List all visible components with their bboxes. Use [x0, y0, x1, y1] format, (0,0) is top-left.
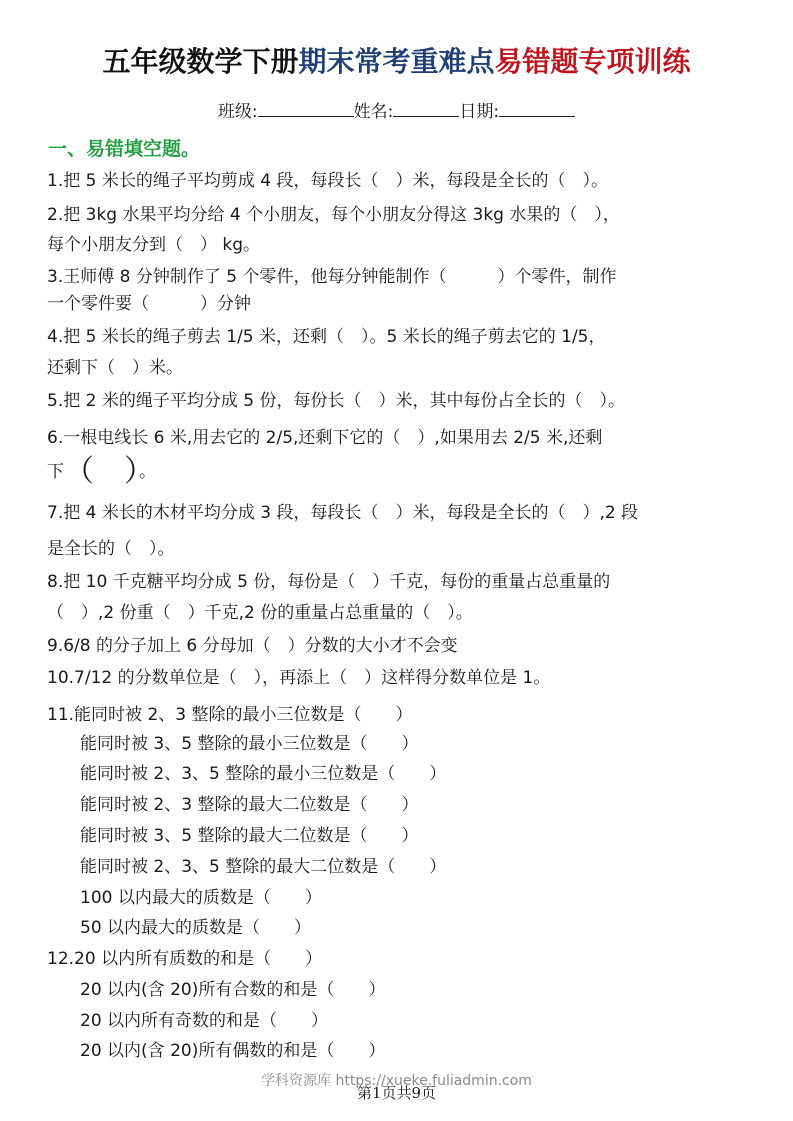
- question-12: 12.20 以内所有质数的和是（ ）: [47, 949, 323, 969]
- name-label: 姓名:: [353, 102, 394, 122]
- question-11: 11.能同时被 2、3 整除的最小三位数是（ ）: [47, 705, 413, 725]
- question-6-line-2-start: 下: [47, 462, 64, 482]
- question-2-line-1: 2.把 3kg 水果平均分给 4 个小朋友，每个小朋友分得这 3kg 水果的（ ），: [47, 205, 620, 225]
- question-6-line-2: [47, 454, 156, 489]
- question-4-line-2: 还剩下（ ）米。: [47, 358, 183, 378]
- question-1: 1.把 5 米长的绳子平均剪成 4 段，每段长（ ）米，每段是全长的（ ）。: [47, 171, 608, 191]
- question-4-line-1: 4.把 5 米长的绳子剪去 1/5 米，还剩（ ）。5 米长的绳子剪去它的 1/5，: [47, 327, 606, 347]
- question-10: 10.7/12 的分数单位是（ ），再添上（ ）这样得分数单位是 1。: [47, 668, 551, 688]
- watermark-text: 学科资源库 https://xueke.fuliadmin.com: [261, 1073, 532, 1089]
- question-7-line-2: 是全长的（ ）。: [47, 539, 175, 559]
- question-3-line-2: 一个零件要（ ）分钟: [47, 294, 251, 314]
- question-7-line-1: 7.把 4 米长的木材平均分成 3 段，每段长（ ）米，每段是全长的（ ）,2 段: [47, 503, 639, 523]
- question-11-part-5: 能同时被 3、5 整除的最大二位数是（ ）: [80, 826, 419, 846]
- question-3-line-1: 3.王师傅 8 分钟制作了 5 个零件，他每分钟能制作（ ）个零件，制作: [47, 267, 617, 287]
- section-title: 一、易错填空题。: [48, 138, 201, 160]
- question-12-part-4: 20 以内(含 20)所有偶数的和是（ ）: [80, 1041, 386, 1061]
- question-11-part-4: 能同时被 2、3 整除的最大二位数是（ ）: [80, 795, 419, 815]
- question-6-line-1: 6.一根电线长 6 米,用去它的 2/5,还剩下它的（ ）,如果用去 2/5 米,还剩: [47, 428, 603, 448]
- question-11-part-3: 能同时被 2、3、5 整除的最小三位数是（ ）: [80, 764, 447, 784]
- question-11-part-8: 50 以内最大的质数是（ ）: [80, 918, 312, 938]
- question-8-line-2: （ ）,2 份重（ ）千克,2 份的重量占总重量的（ ）。: [47, 603, 473, 623]
- question-12-part-3: 20 以内所有奇数的和是（ ）: [80, 1011, 329, 1031]
- question-11-part-6: 能同时被 2、3、5 整除的最大二位数是（ ）: [80, 857, 447, 877]
- date-field[interactable]: [499, 100, 575, 117]
- question-12-part-2: 20 以内(含 20)所有合数的和是（ ）: [80, 980, 386, 1000]
- page-title: [0, 40, 793, 80]
- question-11-part-7: 100 以内最大的质数是（ ）: [80, 888, 322, 908]
- student-info-row: [0, 97, 793, 122]
- title-part-grade: 五年级数学下册: [102, 45, 299, 78]
- question-5: 5.把 2 米的绳子平均分成 5 份，每份长（ ）米，其中每份占全长的（ ）。: [47, 391, 625, 411]
- question-9: 9.6/8 的分子加上 6 分母加（ ）分数的大小才不会变: [47, 636, 458, 656]
- question-6-answer-paren: （ ）: [64, 454, 139, 489]
- title-part-exam: 期末常考重难点: [298, 45, 495, 78]
- question-6-line-2-end: 。: [139, 462, 156, 482]
- date-label: 日期:: [459, 102, 500, 122]
- question-11-part-2: 能同时被 3、5 整除的最小三位数是（ ）: [80, 734, 419, 754]
- question-2-line-2: 每个小朋友分到（ ） kg。: [47, 235, 261, 255]
- question-8-line-1: 8.把 10 千克糖平均分成 5 份，每份是（ ）千克，每份的重量占总重量的: [47, 572, 611, 592]
- page-number: 第1页共9页: [356, 1084, 437, 1102]
- class-field[interactable]: [258, 100, 354, 117]
- name-field[interactable]: [393, 100, 459, 117]
- class-label: 班级:: [217, 102, 258, 122]
- title-part-training: 易错题专项训练: [494, 45, 691, 78]
